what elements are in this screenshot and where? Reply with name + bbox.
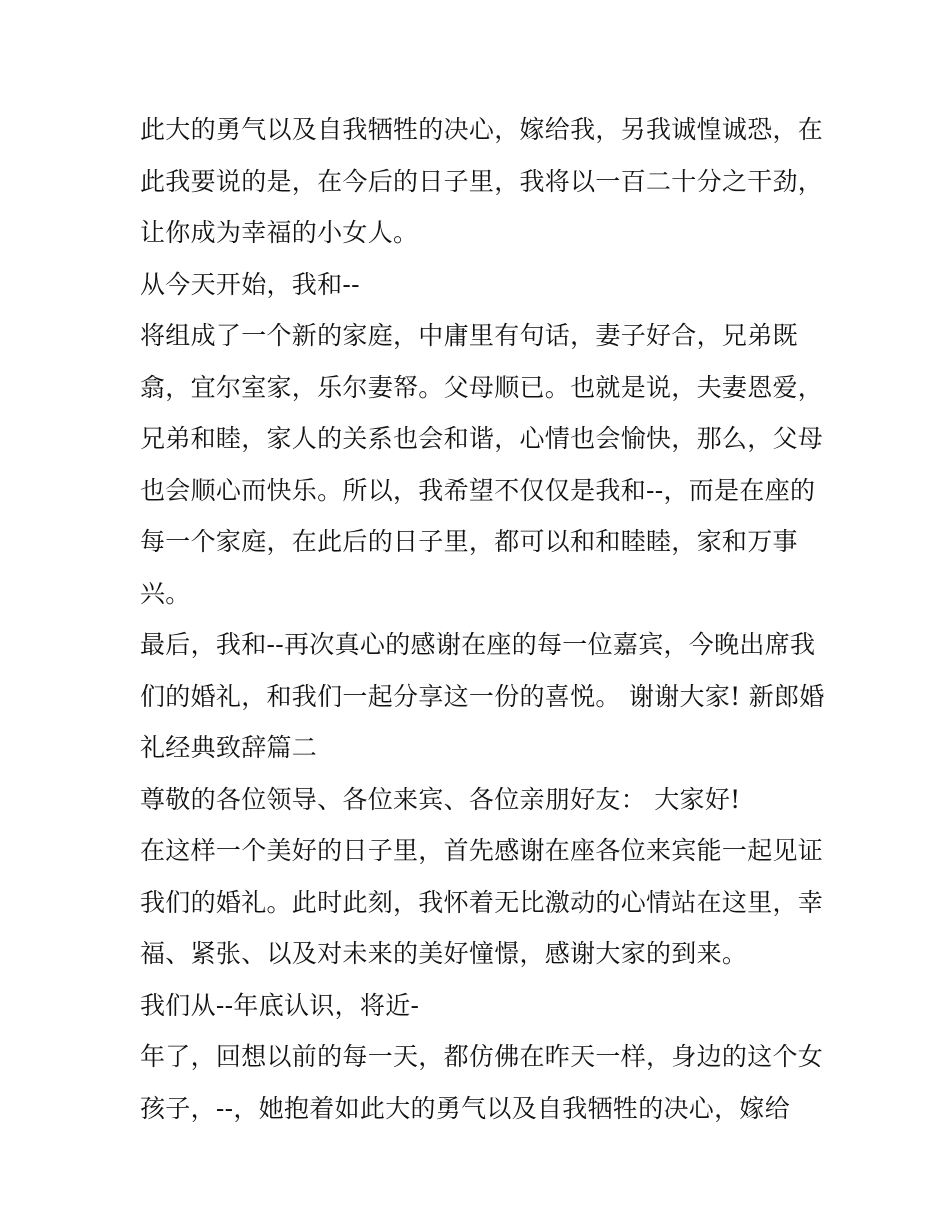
- text-line-4: 从今天开始，我和--: [140, 269, 360, 299]
- text-line-13: 礼经典致辞篇二: [140, 733, 318, 762]
- text-line-14: 尊敬的各位领导、各位来宾、各位亲朋好友： 大家好!: [140, 784, 741, 814]
- text-line-12: 们的婚礼，和我们一起分享这一份的喜悦。 谢谢大家! 新郎婚: [140, 681, 825, 711]
- text-line-16: 我们的婚礼。此时此刻，我怀着无比激动的心情站在这里，幸: [140, 887, 824, 917]
- text-line-6: 翕，宜尔室家，乐尔妻帑。父母顺已。也就是说，夫妻恩爱，: [140, 372, 824, 402]
- text-line-7: 兄弟和睦，家人的关系也会和谐，心情也会愉快，那么，父母: [140, 424, 824, 453]
- text-line-9: 每一个家庭，在此后的日子里，都可以和和睦睦，家和万事: [140, 527, 798, 556]
- text-line-17: 福、紧张、以及对未来的美好憧憬，感谢大家的到来。: [140, 939, 748, 968]
- text-line-1: 此大的勇气以及自我牺牲的决心，嫁给我，另我诚惶诚恐，在: [140, 115, 824, 144]
- text-line-10: 兴。: [140, 578, 191, 608]
- text-line-3: 让你成为幸福的小女人。: [140, 218, 419, 247]
- text-line-5: 将组成了一个新的家庭，中庸里有句话，妻子好合，兄弟既: [140, 321, 798, 350]
- text-line-19: 年了，回想以前的每一天，都仿佛在昨天一样，身边的这个女: [140, 1042, 824, 1071]
- text-line-11: 最后，我和--再次真心的感谢在座的每一位嘉宾，今晚出席我: [140, 630, 816, 659]
- body-text: [140, 104, 825, 1134]
- text-line-18: 我们从--年底认识，将近-: [140, 990, 420, 1020]
- text-line-20: 孩子，--，她抱着如此大的勇气以及自我牺牲的决心，嫁给: [140, 1093, 790, 1123]
- text-line-8: 也会顺心而快乐。所以，我希望不仅仅是我和--，而是在座的: [140, 475, 816, 505]
- text-line-15: 在这样一个美好的日子里，首先感谢在座各位来宾能一起见证: [140, 836, 824, 865]
- text-line-2: 此我要说的是，在今后的日子里，我将以一百二十分之干劲，: [140, 166, 824, 196]
